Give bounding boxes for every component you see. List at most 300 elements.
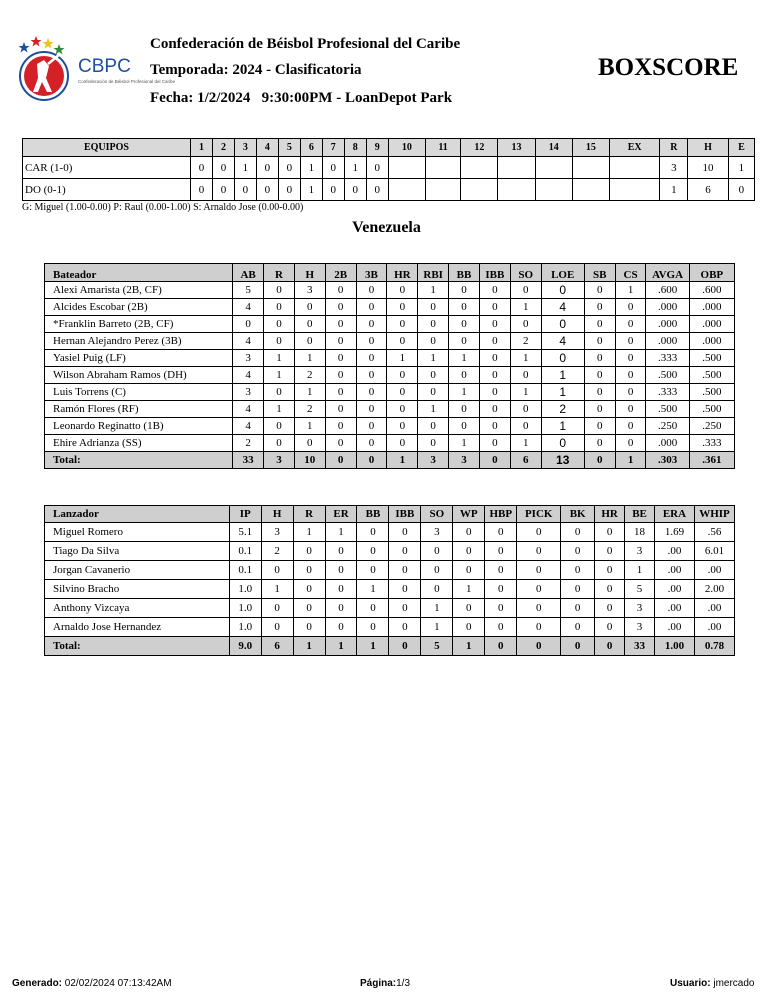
pitching-stat-cell: 0 bbox=[595, 561, 625, 580]
linescore-cell: 3 bbox=[660, 157, 688, 179]
batting-total-cell: 0 bbox=[356, 452, 387, 469]
batting-stat-cell: 0 bbox=[584, 367, 615, 384]
pitching-header-cell: HBP bbox=[485, 506, 517, 523]
linescore-cell: 0 bbox=[212, 157, 234, 179]
batting-stat-cell: .333 bbox=[689, 435, 734, 452]
pitching-stat-cell: 0 bbox=[561, 618, 595, 637]
batting-stat-cell: 0 bbox=[479, 333, 510, 350]
batting-stat-cell: 0 bbox=[449, 299, 480, 316]
batting-total-cell: .361 bbox=[689, 452, 734, 469]
pitching-header-cell: BK bbox=[561, 506, 595, 523]
batting-stat-cell: 0 bbox=[325, 299, 356, 316]
batting-stat-cell: .500 bbox=[689, 350, 734, 367]
batting-total-row bbox=[45, 452, 735, 469]
pitching-total-label: Total: bbox=[45, 637, 230, 656]
user-info bbox=[670, 978, 754, 989]
linescore-table bbox=[22, 138, 755, 201]
batting-player-name: Hernan Alejandro Perez (3B) bbox=[45, 333, 233, 350]
pitching-player-name: Silvino Bracho bbox=[45, 580, 230, 599]
batting-stat-cell: .500 bbox=[646, 401, 689, 418]
pitching-stat-cell: 3 bbox=[625, 542, 655, 561]
batting-stat-cell: .500 bbox=[646, 367, 689, 384]
pitching-total-cell: 0 bbox=[485, 637, 517, 656]
table-row bbox=[45, 542, 735, 561]
batting-stat-cell: 0 bbox=[479, 384, 510, 401]
batting-stat-cell: 0 bbox=[325, 333, 356, 350]
pitching-stat-cell: 0.1 bbox=[229, 561, 261, 580]
batting-stat-cell: .500 bbox=[689, 401, 734, 418]
batting-stat-cell: 1 bbox=[449, 350, 480, 367]
pitching-stat-cell: 1 bbox=[625, 561, 655, 580]
batting-stat-cell: 3 bbox=[233, 384, 264, 401]
batting-stat-cell: 0 bbox=[264, 316, 295, 333]
batting-header-cell: AVGA bbox=[646, 264, 689, 282]
pitching-stat-cell: 0 bbox=[389, 523, 421, 542]
linescore-cell bbox=[388, 157, 425, 179]
batting-total-cell: 1 bbox=[615, 452, 646, 469]
logo-text: CBPC bbox=[78, 56, 131, 77]
pitching-stat-cell: 0 bbox=[485, 523, 517, 542]
batting-total-cell: 3 bbox=[418, 452, 449, 469]
batting-header-cell: 3B bbox=[356, 264, 387, 282]
batting-stat-cell: 2 bbox=[233, 435, 264, 452]
linescore-cell: 0 bbox=[322, 157, 344, 179]
batting-stat-cell: 0 bbox=[615, 350, 646, 367]
linescore-header-cell: 11 bbox=[425, 139, 460, 157]
batting-stat-cell: 1 bbox=[510, 350, 541, 367]
batting-stat-cell: .000 bbox=[689, 299, 734, 316]
batting-stat-cell: 0 bbox=[418, 333, 449, 350]
batting-header-cell: BB bbox=[449, 264, 480, 282]
pitching-stat-cell: 2 bbox=[261, 542, 293, 561]
batting-stat-cell: 0 bbox=[387, 316, 418, 333]
batting-stat-cell: 0 bbox=[264, 384, 295, 401]
linescore-header-cell: 10 bbox=[388, 139, 425, 157]
pitching-stat-cell: 0 bbox=[293, 580, 325, 599]
pitching-stat-cell: 0 bbox=[389, 580, 421, 599]
batting-stat-cell: 0 bbox=[356, 367, 387, 384]
batting-stat-cell: 0 bbox=[356, 350, 387, 367]
pitching-stat-cell: 0 bbox=[485, 580, 517, 599]
batting-stat-cell: .250 bbox=[689, 418, 734, 435]
pitching-total-cell: 1 bbox=[293, 637, 325, 656]
batting-stat-cell: 1 bbox=[541, 418, 584, 435]
batting-stat-cell: 0 bbox=[356, 316, 387, 333]
pitching-stat-cell: 1 bbox=[293, 523, 325, 542]
batting-stat-cell: 0 bbox=[294, 316, 325, 333]
pitching-total-cell: 0 bbox=[389, 637, 421, 656]
batting-stat-cell: 1 bbox=[264, 401, 295, 418]
linescore-cell bbox=[425, 179, 460, 201]
pitching-total-cell: 1 bbox=[325, 637, 357, 656]
linescore-cell: 0 bbox=[256, 179, 278, 201]
batting-stat-cell: 0 bbox=[449, 401, 480, 418]
batting-stat-cell: 0 bbox=[615, 418, 646, 435]
pitching-total-cell: 1.00 bbox=[655, 637, 695, 656]
table-row bbox=[45, 282, 735, 299]
pitching-stat-cell: .00 bbox=[694, 618, 734, 637]
linescore-cell: 0 bbox=[234, 179, 256, 201]
pitching-stat-cell: 2.00 bbox=[694, 580, 734, 599]
batting-player-name: Yasiel Puig (LF) bbox=[45, 350, 233, 367]
pitching-stat-cell: 5.1 bbox=[229, 523, 261, 542]
pitching-stat-cell: 0 bbox=[561, 542, 595, 561]
batting-stat-cell: 0 bbox=[356, 401, 387, 418]
batting-stat-cell: 1 bbox=[449, 384, 480, 401]
linescore-header-cell: 2 bbox=[212, 139, 234, 157]
batting-stat-cell: 0 bbox=[449, 367, 480, 384]
batting-stat-cell: 0 bbox=[264, 299, 295, 316]
pitching-stat-cell: 1.0 bbox=[229, 599, 261, 618]
batting-stat-cell: 0 bbox=[325, 401, 356, 418]
batting-stat-cell: 0 bbox=[325, 316, 356, 333]
batting-header-cell: HR bbox=[387, 264, 418, 282]
batting-stat-cell: 0 bbox=[387, 418, 418, 435]
batting-total-cell: 1 bbox=[387, 452, 418, 469]
batting-stat-cell: 1 bbox=[418, 350, 449, 367]
batting-stat-cell: 0 bbox=[356, 282, 387, 299]
generated-info bbox=[12, 978, 172, 989]
batting-stat-cell: 0 bbox=[294, 333, 325, 350]
batting-stat-cell: 0 bbox=[264, 333, 295, 350]
linescore-cell bbox=[572, 179, 609, 201]
linescore-cell: 1 bbox=[344, 157, 366, 179]
batting-stat-cell: 0 bbox=[615, 333, 646, 350]
linescore-cell bbox=[572, 157, 609, 179]
linescore-cell: 1 bbox=[234, 157, 256, 179]
batting-stat-cell: .600 bbox=[689, 282, 734, 299]
pitching-stat-cell: .00 bbox=[655, 561, 695, 580]
batting-stat-cell: 0 bbox=[584, 333, 615, 350]
pitching-stat-cell: 0 bbox=[453, 542, 485, 561]
table-row bbox=[45, 333, 735, 350]
pitching-total-cell: 1 bbox=[453, 637, 485, 656]
linescore-row bbox=[23, 157, 755, 179]
batting-stat-cell: 0 bbox=[479, 401, 510, 418]
generated-label: Generado: bbox=[12, 978, 63, 989]
linescore-header-cell: EQUIPOS bbox=[23, 139, 191, 157]
batting-total-label: Total: bbox=[45, 452, 233, 469]
batting-stat-cell: 0 bbox=[584, 282, 615, 299]
pitching-stat-cell: 6.01 bbox=[694, 542, 734, 561]
batting-stat-cell: 0 bbox=[615, 435, 646, 452]
batting-stat-cell: .000 bbox=[689, 316, 734, 333]
pitching-total-cell: 0.78 bbox=[694, 637, 734, 656]
pitching-stat-cell: 0 bbox=[561, 599, 595, 618]
pitching-stat-cell: 0 bbox=[561, 523, 595, 542]
linescore-team: CAR (1-0) bbox=[23, 157, 191, 179]
team-name: Venezuela bbox=[352, 219, 421, 236]
batting-total-cell: 0 bbox=[479, 452, 510, 469]
pitching-total-cell: 9.0 bbox=[229, 637, 261, 656]
linescore-header-cell: 8 bbox=[344, 139, 366, 157]
pitching-stat-cell: 1 bbox=[261, 580, 293, 599]
pitching-stat-cell: 0 bbox=[357, 618, 389, 637]
batting-stat-cell: 0 bbox=[479, 316, 510, 333]
cbpc-logo-graphic bbox=[16, 34, 176, 104]
pitching-stat-cell: 0 bbox=[595, 542, 625, 561]
pitching-stat-cell: 1.0 bbox=[229, 580, 261, 599]
pitching-header-cell: ERA bbox=[655, 506, 695, 523]
batting-stat-cell: 0 bbox=[356, 435, 387, 452]
batting-stat-cell: 0 bbox=[584, 384, 615, 401]
batting-player-name: Wilson Abraham Ramos (DH) bbox=[45, 367, 233, 384]
linescore-header-cell: 6 bbox=[300, 139, 322, 157]
batting-stat-cell: 0 bbox=[387, 282, 418, 299]
linescore-cell bbox=[388, 179, 425, 201]
batting-stat-cell: 0 bbox=[615, 367, 646, 384]
batting-header-cell: LOE bbox=[541, 264, 584, 282]
pitching-total-cell: 5 bbox=[421, 637, 453, 656]
pitching-stat-cell: 1.0 bbox=[229, 618, 261, 637]
batting-stat-cell: 1 bbox=[510, 384, 541, 401]
batting-stat-cell: 0 bbox=[387, 384, 418, 401]
pitching-stat-cell: 0 bbox=[421, 580, 453, 599]
batting-stat-cell: 1 bbox=[418, 401, 449, 418]
batting-total-cell: .303 bbox=[646, 452, 689, 469]
batting-table bbox=[44, 263, 735, 469]
batting-stat-cell: 0 bbox=[584, 401, 615, 418]
pitching-stat-cell: 0 bbox=[389, 542, 421, 561]
game-date-venue: Fecha: 1/2/2024 9:30:00PM - LoanDepot Park bbox=[150, 90, 453, 106]
batting-player-name: Alexi Amarista (2B, CF) bbox=[45, 282, 233, 299]
batting-stat-cell: 0 bbox=[356, 333, 387, 350]
batting-stat-cell: 0 bbox=[294, 435, 325, 452]
linescore-cell: 0 bbox=[278, 179, 300, 201]
batting-stat-cell: .500 bbox=[689, 384, 734, 401]
season: Temporada: 2024 - Clasificatoria bbox=[150, 62, 362, 78]
batting-stat-cell: 0 bbox=[541, 316, 584, 333]
pitching-stat-cell: 0 bbox=[517, 580, 561, 599]
batting-stat-cell: 1 bbox=[294, 384, 325, 401]
pitching-stat-cell: 0 bbox=[485, 599, 517, 618]
pitching-stat-cell: 0 bbox=[453, 523, 485, 542]
batting-stat-cell: 0 bbox=[584, 418, 615, 435]
pitching-total-cell: 33 bbox=[625, 637, 655, 656]
batting-stat-cell: 0 bbox=[325, 350, 356, 367]
pitching-stat-cell: 0 bbox=[293, 542, 325, 561]
pitching-stat-cell: 3 bbox=[625, 618, 655, 637]
batting-stat-cell: 0 bbox=[418, 299, 449, 316]
pitching-header-cell: BE bbox=[625, 506, 655, 523]
pitching-stat-cell: 0 bbox=[357, 523, 389, 542]
pitching-stat-cell: 5 bbox=[625, 580, 655, 599]
pitching-header-cell: WHIP bbox=[694, 506, 734, 523]
pitching-stat-cell: 0 bbox=[293, 618, 325, 637]
linescore-cell: 0 bbox=[191, 179, 213, 201]
linescore-cell bbox=[535, 179, 572, 201]
batting-stat-cell: 0 bbox=[325, 435, 356, 452]
pitching-stat-cell: 0 bbox=[293, 561, 325, 580]
pitching-stat-cell: 1.69 bbox=[655, 523, 695, 542]
batting-stat-cell: 0 bbox=[418, 367, 449, 384]
batting-stat-cell: 0 bbox=[615, 299, 646, 316]
pitching-stat-cell: 0 bbox=[453, 618, 485, 637]
batting-stat-cell: 1 bbox=[615, 282, 646, 299]
linescore-header-cell: 5 bbox=[278, 139, 300, 157]
linescore-header-cell: 9 bbox=[366, 139, 388, 157]
org-name: Confederación de Béisbol Profesional del Caribe bbox=[150, 36, 461, 52]
table-row bbox=[45, 618, 735, 637]
linescore-header-cell: 13 bbox=[498, 139, 535, 157]
pitching-header-cell: Lanzador bbox=[45, 506, 230, 523]
batting-stat-cell: 0 bbox=[479, 282, 510, 299]
linescore-cell: 0 bbox=[322, 179, 344, 201]
pitching-stat-cell: 0 bbox=[517, 618, 561, 637]
table-row bbox=[45, 401, 735, 418]
pitching-stat-cell: 0 bbox=[389, 599, 421, 618]
pitching-stat-cell: 0 bbox=[595, 618, 625, 637]
batting-stat-cell: 0 bbox=[387, 435, 418, 452]
batting-stat-cell: 1 bbox=[510, 299, 541, 316]
batting-stat-cell: 4 bbox=[233, 299, 264, 316]
pitching-stat-cell: .00 bbox=[655, 618, 695, 637]
linescore-row bbox=[23, 179, 755, 201]
linescore-cell bbox=[461, 179, 498, 201]
linescore-cell: 0 bbox=[366, 157, 388, 179]
linescore-cell: 0 bbox=[366, 179, 388, 201]
batting-header-cell: IBB bbox=[479, 264, 510, 282]
batting-total-cell: 10 bbox=[294, 452, 325, 469]
batting-header-cell: R bbox=[264, 264, 295, 282]
batting-stat-cell: 0 bbox=[510, 418, 541, 435]
pitching-stat-cell: .56 bbox=[694, 523, 734, 542]
table-row bbox=[45, 418, 735, 435]
pitching-stat-cell: 0 bbox=[357, 542, 389, 561]
table-row bbox=[45, 523, 735, 542]
batting-total-cell: 6 bbox=[510, 452, 541, 469]
table-row bbox=[45, 580, 735, 599]
pitching-stat-cell: .00 bbox=[655, 580, 695, 599]
pitching-stat-cell: 0 bbox=[261, 599, 293, 618]
table-row bbox=[45, 561, 735, 580]
pitching-stat-cell: .00 bbox=[694, 561, 734, 580]
batting-stat-cell: 1 bbox=[294, 350, 325, 367]
pitchers-of-record: G: Miguel (1.00-0.00) P: Raul (0.00-1.00) S: Arnaldo Jose (0.00-0.00) bbox=[22, 202, 304, 213]
batting-total-cell: 3 bbox=[449, 452, 480, 469]
batting-player-name: Ramón Flores (RF) bbox=[45, 401, 233, 418]
pitching-stat-cell: 0 bbox=[293, 599, 325, 618]
pitching-stat-cell: 0.1 bbox=[229, 542, 261, 561]
linescore-header-cell: 12 bbox=[461, 139, 498, 157]
pitching-total-cell: 0 bbox=[561, 637, 595, 656]
pitching-stat-cell: 0 bbox=[389, 561, 421, 580]
batting-header-cell: SO bbox=[510, 264, 541, 282]
batting-stat-cell: 0 bbox=[325, 384, 356, 401]
batting-stat-cell: 2 bbox=[294, 367, 325, 384]
linescore-header-cell: R bbox=[660, 139, 688, 157]
batting-stat-cell: 0 bbox=[479, 299, 510, 316]
pitching-stat-cell: 0 bbox=[595, 599, 625, 618]
linescore-cell: 1 bbox=[300, 179, 322, 201]
batting-stat-cell: 0 bbox=[418, 435, 449, 452]
pitching-stat-cell: 0 bbox=[389, 618, 421, 637]
batting-stat-cell: 0 bbox=[418, 316, 449, 333]
pitching-stat-cell: 0 bbox=[453, 561, 485, 580]
pitching-header-cell: BB bbox=[357, 506, 389, 523]
batting-stat-cell: 0 bbox=[479, 367, 510, 384]
batting-stat-cell: .000 bbox=[646, 333, 689, 350]
batting-stat-cell: 0 bbox=[264, 418, 295, 435]
pitching-stat-cell: 3 bbox=[421, 523, 453, 542]
batting-player-name: *Franklin Barreto (2B, CF) bbox=[45, 316, 233, 333]
batting-player-name: Leonardo Reginatto (1B) bbox=[45, 418, 233, 435]
batting-stat-cell: 0 bbox=[479, 418, 510, 435]
logo-subtext: Confederación de Béisbol Profesional del Caribe bbox=[78, 79, 176, 84]
pitching-header-cell: IP bbox=[229, 506, 261, 523]
batting-player-name: Ehire Adrianza (SS) bbox=[45, 435, 233, 452]
linescore-cell: 0 bbox=[278, 157, 300, 179]
pitching-stat-cell: 1 bbox=[453, 580, 485, 599]
batting-stat-cell: 1 bbox=[264, 350, 295, 367]
batting-stat-cell: 0 bbox=[264, 282, 295, 299]
batting-stat-cell: 0 bbox=[584, 316, 615, 333]
page-info bbox=[360, 978, 410, 989]
batting-stat-cell: 1 bbox=[541, 367, 584, 384]
batting-stat-cell: 0 bbox=[233, 316, 264, 333]
pitching-header-cell: SO bbox=[421, 506, 453, 523]
user-value: jmercado bbox=[713, 978, 755, 989]
batting-stat-cell: 0 bbox=[510, 401, 541, 418]
linescore-cell bbox=[498, 157, 535, 179]
batting-total-cell: 0 bbox=[584, 452, 615, 469]
batting-stat-cell: 1 bbox=[387, 350, 418, 367]
linescore-header-cell: 7 bbox=[322, 139, 344, 157]
pitching-total-cell: 0 bbox=[517, 637, 561, 656]
linescore-cell: 1 bbox=[300, 157, 322, 179]
batting-total-cell: 33 bbox=[233, 452, 264, 469]
linescore-cell: 0 bbox=[256, 157, 278, 179]
pitching-stat-cell: 0 bbox=[453, 599, 485, 618]
batting-stat-cell: 0 bbox=[418, 384, 449, 401]
linescore-cell: 6 bbox=[688, 179, 729, 201]
batting-player-name: Alcides Escobar (2B) bbox=[45, 299, 233, 316]
batting-stat-cell: 0 bbox=[264, 435, 295, 452]
pitching-stat-cell: 0 bbox=[357, 561, 389, 580]
batting-total-cell: 3 bbox=[264, 452, 295, 469]
linescore-cell: 0 bbox=[728, 179, 754, 201]
linescore-cell: 0 bbox=[344, 179, 366, 201]
document-title: BOXSCORE bbox=[598, 54, 739, 81]
pitching-stat-cell: 0 bbox=[357, 599, 389, 618]
pitching-table bbox=[44, 505, 735, 656]
table-row bbox=[45, 367, 735, 384]
batting-stat-cell: 0 bbox=[615, 384, 646, 401]
batting-stat-cell: 0 bbox=[479, 350, 510, 367]
batting-stat-cell: .333 bbox=[646, 350, 689, 367]
pitching-player-name: Anthony Vizcaya bbox=[45, 599, 230, 618]
batting-stat-cell: 4 bbox=[233, 401, 264, 418]
batting-header-row bbox=[45, 264, 735, 282]
pitching-stat-cell: .00 bbox=[655, 542, 695, 561]
linescore-cell bbox=[610, 157, 660, 179]
batting-header-cell: Bateador bbox=[45, 264, 233, 282]
batting-stat-cell: 1 bbox=[449, 435, 480, 452]
pitching-stat-cell: 1 bbox=[421, 599, 453, 618]
batting-stat-cell: 1 bbox=[510, 435, 541, 452]
batting-stat-cell: 0 bbox=[449, 282, 480, 299]
pitching-header-cell: R bbox=[293, 506, 325, 523]
batting-stat-cell: .500 bbox=[689, 367, 734, 384]
batting-stat-cell: 4 bbox=[233, 367, 264, 384]
batting-stat-cell: 0 bbox=[387, 333, 418, 350]
batting-stat-cell: 0 bbox=[325, 418, 356, 435]
pitching-stat-cell: 0 bbox=[595, 523, 625, 542]
pitching-stat-cell: .00 bbox=[655, 599, 695, 618]
pitching-header-cell: PICK bbox=[517, 506, 561, 523]
batting-stat-cell: 3 bbox=[233, 350, 264, 367]
pitching-stat-cell: 0 bbox=[261, 561, 293, 580]
